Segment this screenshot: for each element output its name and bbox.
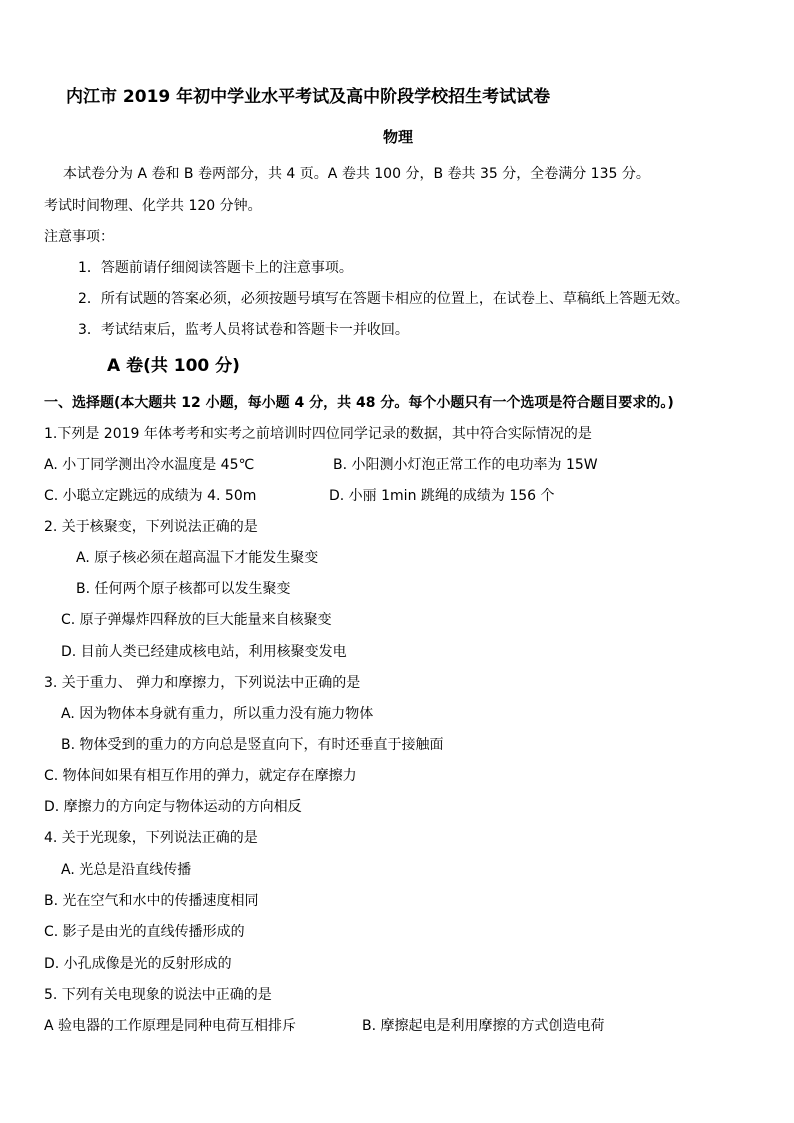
question-2-option-d: D. 目前人类已经建成核电站，利用核聚变发电 [61,644,347,660]
question-2-stem: 2. 关于核聚变，下列说法正确的是 [44,519,258,535]
question-2-option-a: A. 原子核必须在超高温下才能发生聚变 [76,550,319,566]
section-1-heading: 一、选择题(本大题共 12 小题，每小题 4 分，共 48 分。每个小题只有一个选项是符合题目要求的。) [44,395,674,411]
question-3-option-c: C. 物体间如果有相互作用的弹力，就定存在摩擦力 [44,768,357,784]
question-3-option-a: A. 因为物体本身就有重力，所以重力没有施力物体 [61,706,374,722]
question-2-option-c: C. 原子弹爆炸四释放的巨大能量来自核聚变 [61,612,332,628]
question-1-stem: 1.下列是 2019 年体考考和实考之前培训时四位同学记录的数据，其中符合实际情况的是 [44,426,592,442]
note-item: 2．所有试题的答案必须，必须按题号填写在答题卡相应的位置上，在试卷上、草稿纸上答题无效。 [78,291,689,307]
part-a-heading: A 卷(共 100 分) [107,356,240,376]
question-3-option-d: D. 摩擦力的方向定与物体运动的方向相反 [44,799,302,815]
intro-line-1: 本试卷分为 A 卷和 B 卷两部分，共 4 页。A 卷共 100 分，B 卷共 35 分，全卷满分 135 分。 [63,166,650,182]
question-5-stem: 5. 下列有关电现象的说法中正确的是 [44,987,272,1003]
note-item: 3．考试结束后，监考人员将试卷和答题卡一并收回。 [78,322,409,338]
question-5-option-b: B. 摩擦起电是利用摩擦的方式创造电荷 [362,1018,605,1034]
question-1-option-b: B. 小阳测小灯泡正常工作的电功率为 15W [333,457,598,473]
notes-heading: 注意事项： [44,229,114,245]
question-4-stem: 4. 关于光现象，下列说法正确的是 [44,830,258,846]
question-4-option-b: B. 光在空气和水中的传播速度相同 [44,893,259,909]
exam-title: 内江市 2019 年初中学业水平考试及高中阶段学校招生考试试卷 [66,87,551,107]
question-5-option-a: A 验电器的工作原理是同种电荷互相排斥 [44,1018,297,1034]
note-item: 1．答题前请仔细阅读答题卡上的注意事项。 [78,260,353,276]
question-4-option-c: C. 影子是由光的直线传播形成的 [44,924,245,940]
subject-title: 物理 [383,128,414,146]
question-3-option-b: B. 物体受到的重力的方向总是竖直向下，有时还垂直于接触面 [61,737,444,753]
question-1-option-a: A. 小丁同学测出冷水温度是 45℃ [44,457,255,473]
intro-line-2: 考试时间物理、化学共 120 分钟。 [44,198,262,214]
question-1-option-d: D. 小丽 1min 跳绳的成绩为 156 个 [329,488,555,504]
question-4-option-a: A. 光总是沿直线传播 [61,862,192,878]
question-1-option-c: C. 小聪立定跳远的成绩为 4. 50m [44,488,257,504]
question-2-option-b: B. 任何两个原子核都可以发生聚变 [76,581,291,597]
question-3-stem: 3. 关于重力、 弹力和摩擦力，下列说法中正确的是 [44,675,361,691]
question-4-option-d: D. 小孔成像是光的反射形成的 [44,956,232,972]
